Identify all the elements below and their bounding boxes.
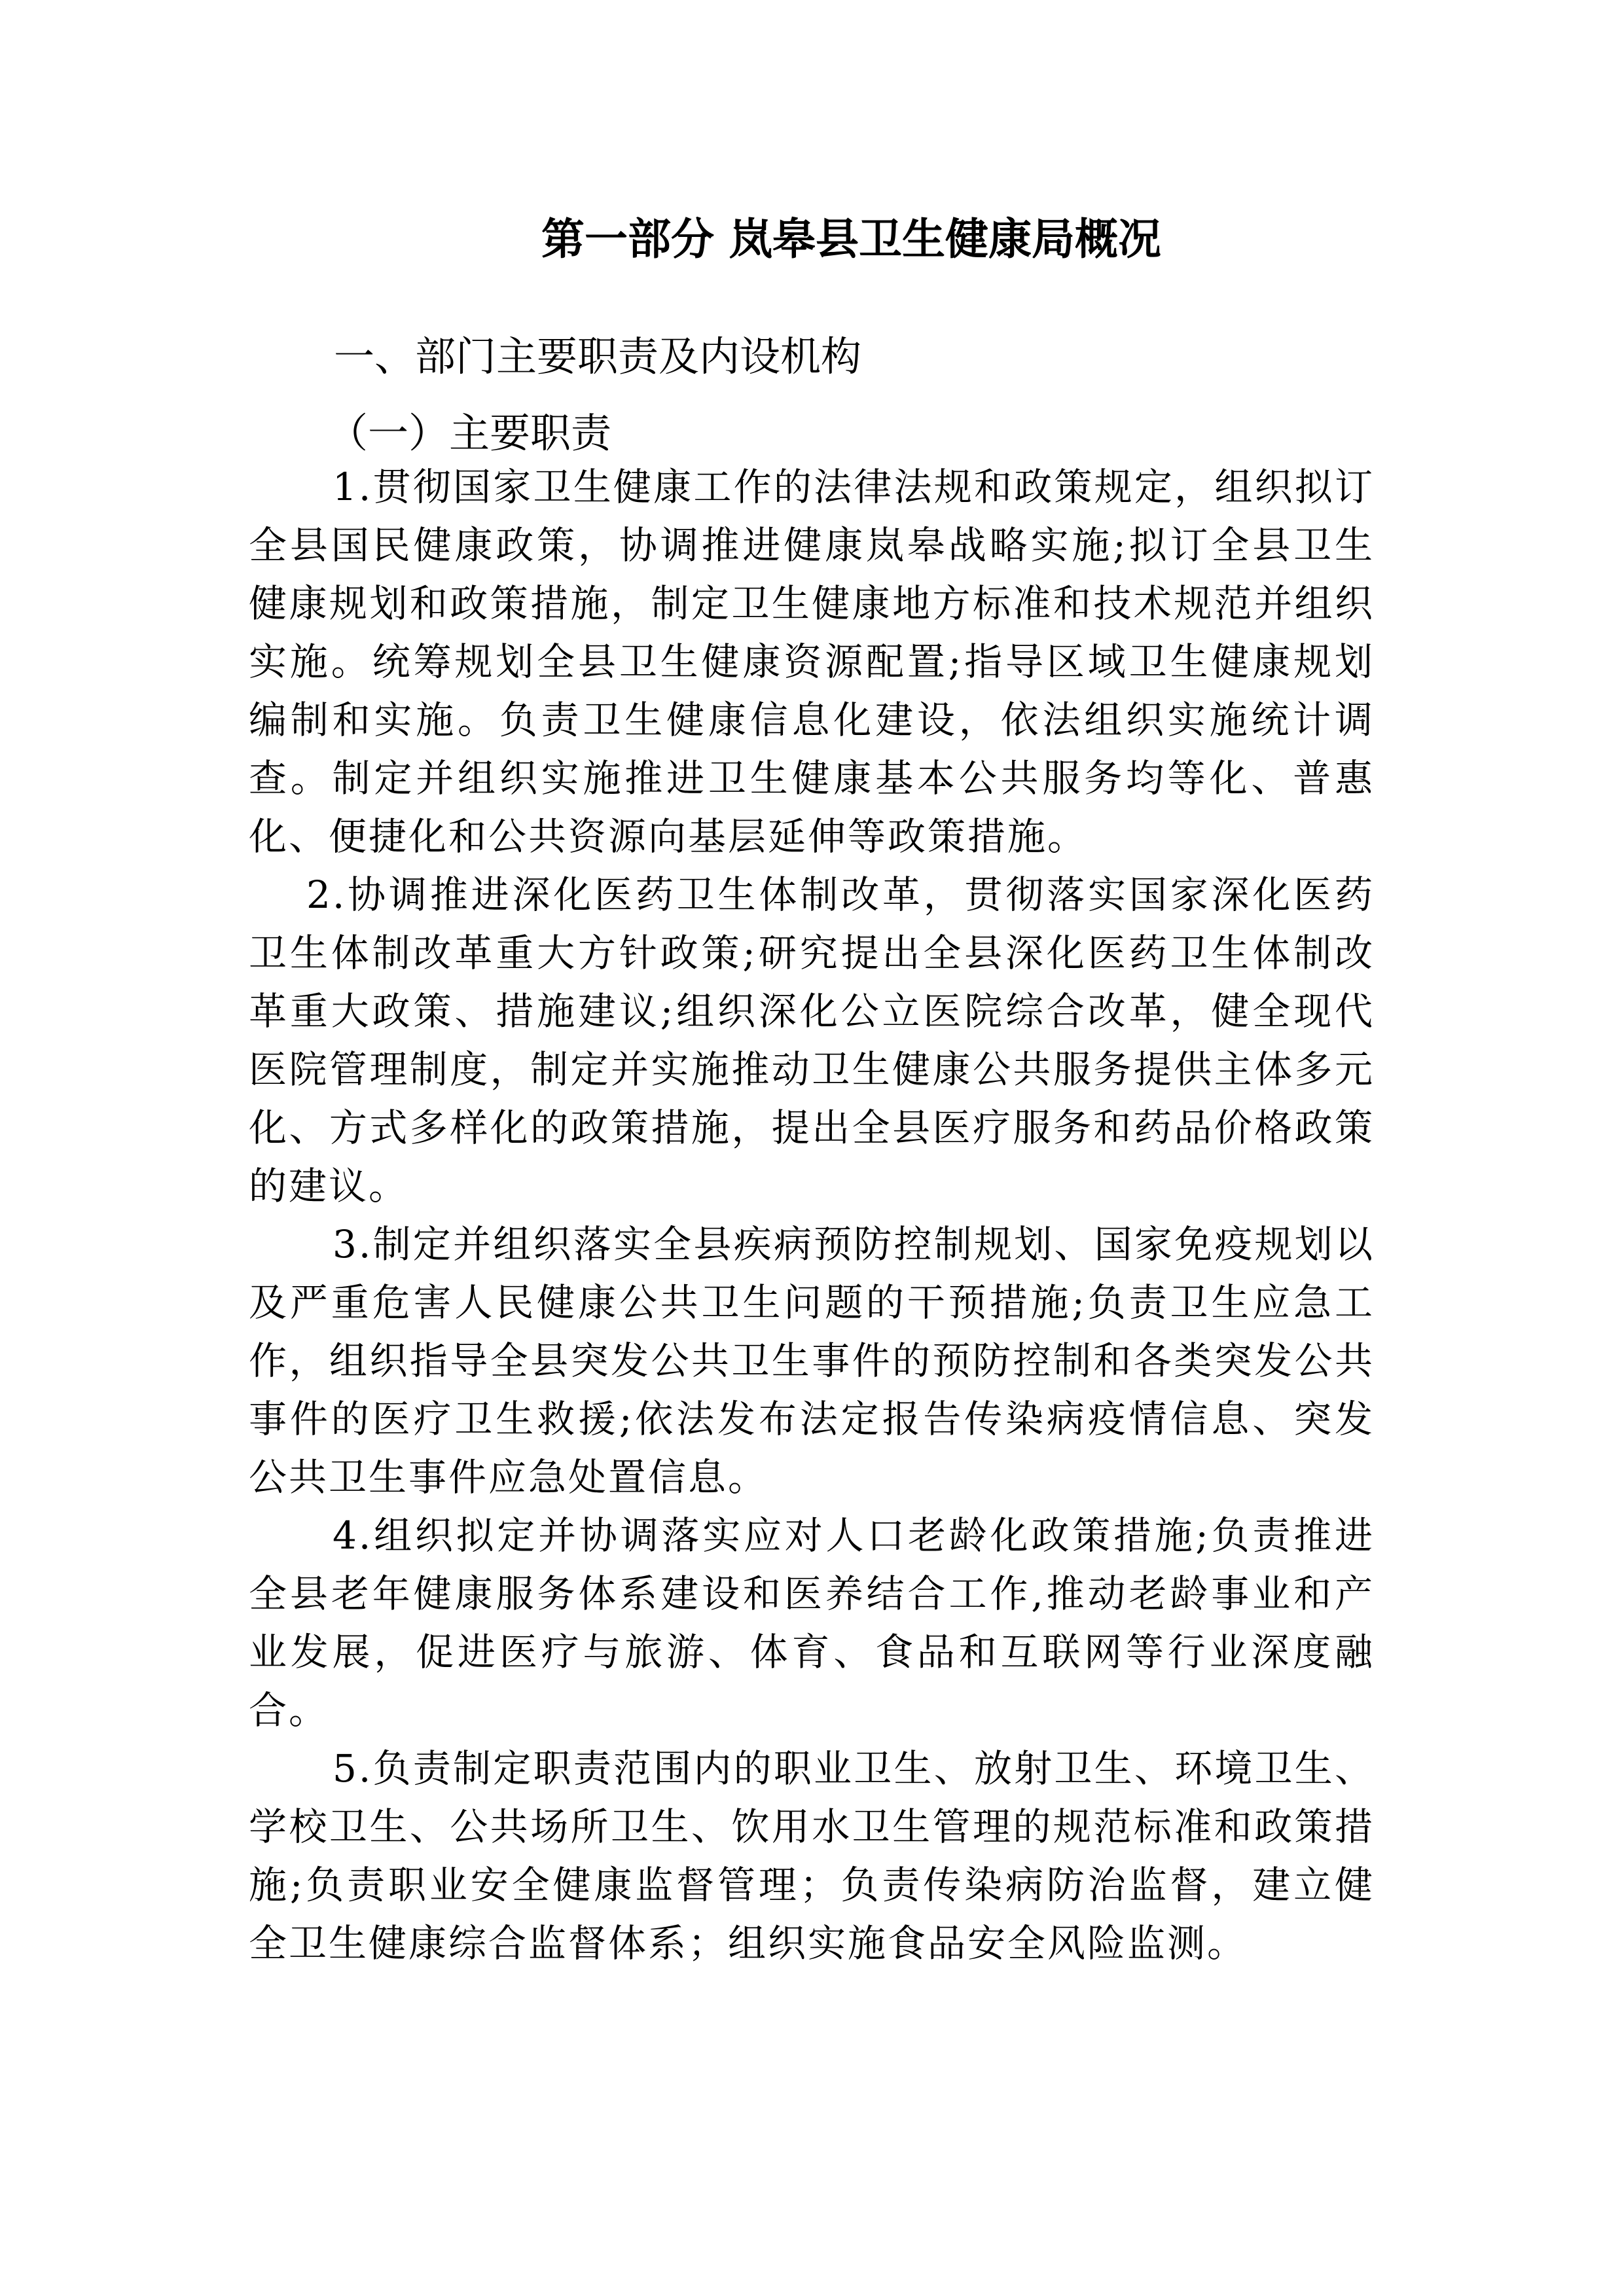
paragraph-1: 1.贯彻国家卫生健康工作的法律法规和政策规定，组织拟订全县国民健康政策，协调推进健康岚皋战略实施;拟订全县卫生健康规划和政策措施，制定卫生健康地方标准和技术规范并组织实施。统筹规划全县卫生健康资源配置;指导区域卫生健康规划编制和实施。负责卫生健康信息化建设，依法组织实施统计调查。制定并组织实施推进卫生健康基本公共服务均等化、普惠化、便捷化和公共资源向基层延伸等政策措施。 (249, 465, 1375, 859)
page-title: 第一部分 岚皋县卫生健康局概况 (541, 214, 1161, 264)
section-heading: 一、部门主要职责及内设机构 (334, 332, 862, 380)
paragraph-4: 4.组织拟定并协调落实应对人口老龄化政策措施;负责推进全县老年健康服务体系建设和医养结合工作,推动老龄事业和产业发展，促进医疗与旅游、体育、食品和互联网等行业深度融合。 (249, 1513, 1375, 1732)
paragraph-5: 5.负责制定职责范围内的职业卫生、放射卫生、环境卫生、学校卫生、公共场所卫生、饮用水卫生管理的规范标准和政策措施;负责职业安全健康监督管理；负责传染病防治监督，建立健全卫生健康综合监督体系；组织实施食品安全风险监测。 (249, 1746, 1375, 1965)
paragraph-2: 2.协调推进深化医药卫生体制改革，贯彻落实国家深化医药卫生体制改革重大方针政策;研究提出全县深化医药卫生体制改革重大政策、措施建议;组织深化公立医院综合改革，健全现代医院管理制度，制定并实施推动卫生健康公共服务提供主体多元化、方式多样化的政策措施，提出全县医疗服务和药品价格政策的建议。 (249, 872, 1375, 1208)
subsection-heading: （一）主要职责 (327, 409, 612, 457)
body-text (249, 458, 1375, 1973)
paragraph-3: 3.制定并组织落实全县疾病预防控制规划、国家免疫规划以及严重危害人民健康公共卫生问题的干预措施;负责卫生应急工作，组织指导全县突发公共卫生事件的预防控制和各类突发公共事件的医疗卫生救援;依法发布法定报告传染病疫情信息、突发公共卫生事件应急处置信息。 (249, 1222, 1375, 1499)
